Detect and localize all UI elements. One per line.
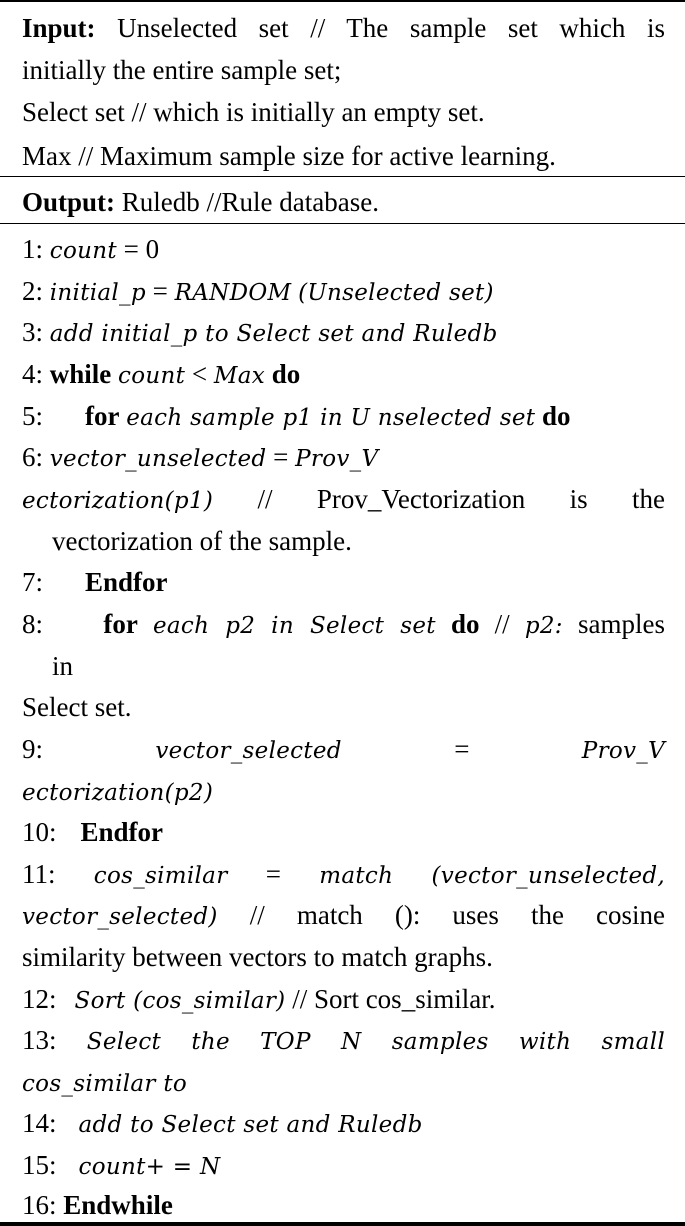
step-6: 6: vector_unselected = Prov_V <box>22 442 379 472</box>
input-line-2: initially the entire sample set; <box>22 55 342 85</box>
step-9-cont: ectorization(p2) <box>22 780 214 806</box>
input-text-1: Unselected set // The sample set which is <box>117 13 665 43</box>
step-6-cont-2: vectorization of the sample. <box>52 526 352 556</box>
step-12: 12: Sort (cos_similar) // Sort cos_similar. <box>22 984 496 1014</box>
output-label: Output: <box>22 187 116 217</box>
step-3: 3: add initial_p to Select set and Ruledb <box>22 317 498 347</box>
step-10: 10: Endfor <box>22 817 164 847</box>
step-14: 14: add to Select set and Ruledb <box>22 1108 423 1138</box>
output-text: Ruledb //Rule database. <box>121 187 379 217</box>
step-11: 11: cos_similar = match (vector_unselected, <box>22 859 666 889</box>
step-1: 1: count = 0 <box>22 234 160 264</box>
step-9: 9: vector_selected = Prov_V <box>22 734 666 764</box>
divider-2 <box>0 223 685 224</box>
step-5: 5: for each sample p1 in U nselected set do <box>22 401 571 431</box>
step-15: 15: count+ = N <box>22 1150 221 1180</box>
step-8-cont: in <box>52 651 74 681</box>
step-16: 16: Endwhile <box>22 1190 173 1220</box>
step-8: 8: for each p2 in Select set do // p2: samples <box>22 609 665 639</box>
step-11-cont: vector_selected) // match (): uses the cosine <box>22 900 666 930</box>
step-4: 4: while count < Max do <box>22 359 301 389</box>
step-7: 7: Endfor <box>22 567 168 597</box>
output-line <box>22 185 665 219</box>
step-8-cont-2: Select set. <box>22 692 132 722</box>
divider-1 <box>0 176 685 177</box>
step-11-cont-2: similarity between vectors to match graphs. <box>22 942 493 972</box>
step-6-cont: ectorization(p1) // Prov_Vectorization is the <box>22 484 666 514</box>
step-13: 13: Select the TOP N samples with small <box>22 1025 666 1055</box>
input-label: Input: <box>22 13 96 43</box>
step-13-cont: cos_similar to <box>22 1071 188 1097</box>
step-2: 2: initial_p = RANDOM (Unselected set) <box>22 276 494 306</box>
input-line-3: Select set // which is initially an empty set. <box>22 97 485 127</box>
input-line-4: Max // Maximum sample size for active learning. <box>22 141 556 171</box>
input-line-1 <box>22 11 665 45</box>
